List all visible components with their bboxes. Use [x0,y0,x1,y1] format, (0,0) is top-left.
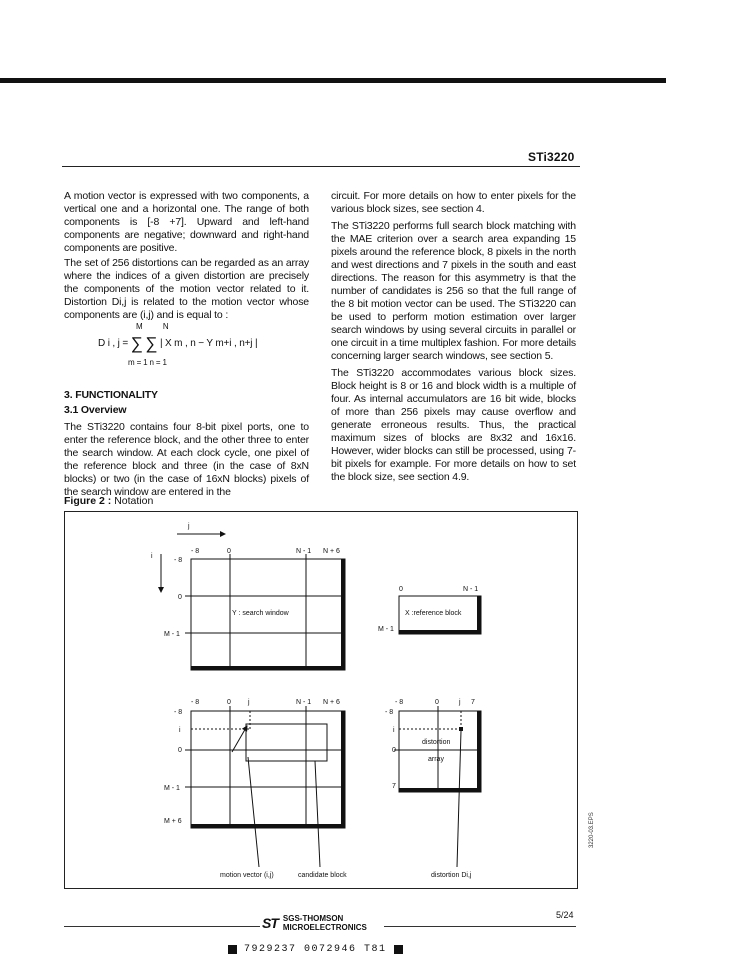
row-label: i [393,727,395,734]
motion-vector-arrow [232,726,247,752]
print-code-text: 7929237 0072946 T81 [244,944,387,955]
col-label: - 8 [191,699,200,706]
logo-line: SGS-THOMSON [282,914,344,923]
left-column [64,190,309,501]
sum-symbol: ∑ [145,334,158,353]
col-label: N - 1 [296,548,312,555]
distortion-label: array [428,756,444,763]
formula-body: | X m , n − Y m+i , n+j | [159,338,258,349]
footer-rule [64,926,260,927]
reference-block-grid [378,586,481,634]
figure-caption-text: Notation [114,495,154,507]
formula-lhs: D i , j = [98,338,129,349]
figure-file-code: 3220-03.EPS [589,812,595,848]
search-window-label: Y : search window [232,610,289,617]
row-label: - 8 [385,709,394,716]
logo-line: MICROELECTRONICS [282,923,367,932]
row-label: 0 [178,747,182,754]
distortion-formula [64,322,309,367]
square-mark-icon [394,945,403,954]
leader-line [315,761,320,867]
candidate-grid [164,699,345,828]
paragraph: A motion vector is expressed with two components, a vertical one and a horizontal one. The range of both components is [-8 +7]. Upward and left-hand components are negative; downward and right-hand components are positive. [64,190,309,254]
notation-figure [64,511,578,889]
paragraph: The set of 256 distortions can be regarded as an array where the indices of a given distortion are precisely the components of the motion vector related to it. Distortion Di,j is related to the motion vector whose components are (i,j) and is equal to : [64,257,309,321]
candidate-block-rect [246,724,327,761]
st-logo-icon: ST [262,915,278,931]
distortion-point [459,727,463,731]
col-label: N + 6 [323,699,340,706]
col-label: 0 [435,699,439,706]
col-label: N - 1 [296,699,312,706]
notation-diagram [65,512,577,888]
col-label: N - 1 [463,586,479,593]
row-label: 7 [392,783,396,790]
j-axis-label: j [188,523,190,530]
candidate-block-caption: candidate block [298,872,347,879]
paragraph: circuit. For more details on how to enter pixels for the various block sizes, see section 4. [331,190,576,215]
footer-rule [384,926,576,927]
distortion-label: distortion [422,739,451,746]
col-label: j [459,699,461,706]
formula-expression [98,334,258,353]
col-label: - 8 [191,548,200,555]
col-label: 0 [227,548,231,555]
col-label: 0 [399,586,403,593]
figure-caption [64,495,153,507]
figure-caption-label: Figure 2 : [64,495,112,507]
print-code [228,944,403,955]
top-rule [0,78,666,83]
row-label: 0 [178,594,182,601]
row-label: M - 1 [378,626,394,633]
paragraph: The STi3220 contains four 8-bit pixel ports, one to enter the reference block, and the other three to enter the search window. At each clock cycle, one pixel of the reference block and three (in the case of 8xN blocks) or two (in the case of 16xN blocks) pixels of the search window are entered in the [64,421,309,498]
formula-upper-limits: M N [136,322,178,331]
motion-vector-caption: motion vector (i,j) [220,872,274,879]
row-label: M + 6 [164,818,182,825]
leader-line [457,731,461,867]
paragraph: The STi3220 accommodates various block sizes. Block height is 8 or 16 and block width is a multiple of four. As internal accumulators are 16 bit wide, blocks of more than 256 pixels may cause overflow and generate erroneous results. Thus, the practical maximum sizes of blocks are 8x32 and 16x16. However, wider blocks can still be processed, using 7-bit pixels for example. For more details on how to set the block size, see section 4.9. [331,367,576,483]
row-label: M - 1 [164,631,180,638]
square-mark-icon [228,945,237,954]
col-label: 0 [227,699,231,706]
row-label: - 8 [174,709,183,716]
company-logo [262,914,367,932]
distortion-caption: distortion Di,j [431,872,472,879]
row-label: M - 1 [164,785,180,792]
col-label: N + 6 [323,548,340,555]
leader-line [248,757,259,867]
col-label: j [248,699,250,706]
formula-lower-limits: m = 1 n = 1 [128,358,167,367]
col-label: - 8 [395,699,404,706]
header-rule [62,166,580,167]
subsection-heading: 3.1 Overview [64,404,127,416]
search-window-grid [164,548,345,670]
paragraph: The STi3220 performs full search block matching with the MAE criterion over a search area expanding 15 pixels around the reference block, 8 pixels in the north and west directions and 7 pixels in the south and east directions. The reason for this asymmetry is that the number of candidates is 256 so that the full range of the 8 bit motion vector can be used. The STi3220 can be used to perform motion estimation over larger search windows by using several circuits in parallel or one circuit in a time multiplex fashion. For more details concerning larger search windows, see section 5. [331,220,576,362]
page-number: 5/24 [556,910,574,920]
row-label: 0 [392,747,396,754]
i-axis-label: i [151,553,153,560]
reference-block-label: X :reference block [405,610,462,617]
part-number: STi3220 [528,150,575,164]
col-label: 7 [471,699,475,706]
sum-symbol: ∑ [130,334,143,353]
right-column [331,190,576,486]
row-label: i [179,727,181,734]
logo-text [283,914,367,932]
row-label: - 8 [174,557,183,564]
section-heading: 3. FUNCTIONALITY [64,389,158,401]
distortion-grid [385,699,481,792]
